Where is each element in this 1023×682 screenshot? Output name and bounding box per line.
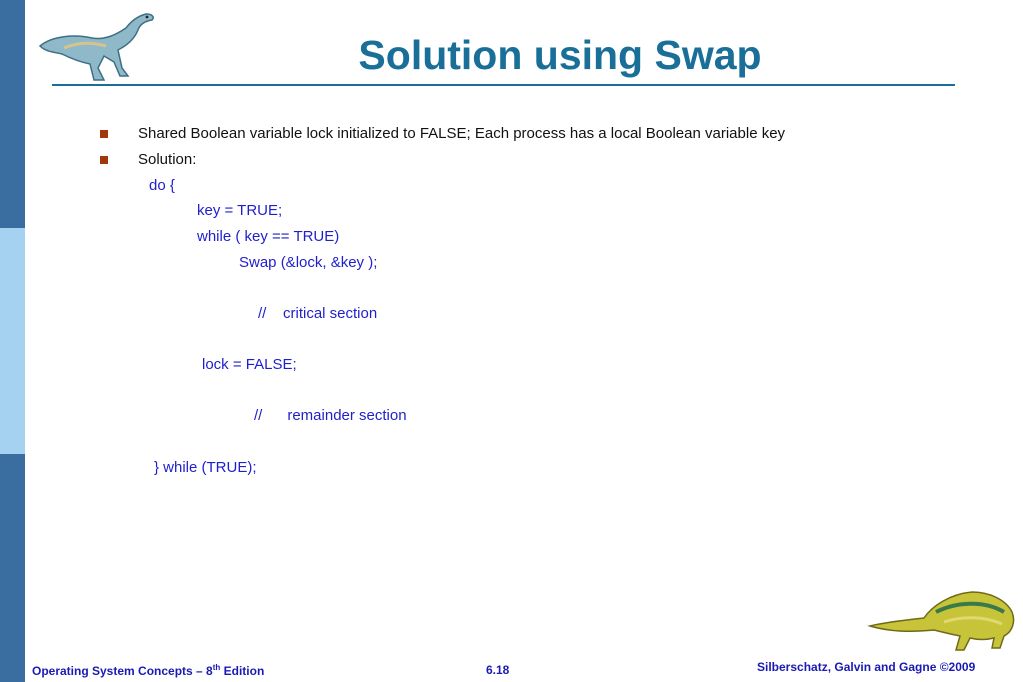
side-bar-middle	[0, 228, 25, 454]
square-bullet-icon	[100, 156, 108, 164]
square-bullet-icon	[100, 130, 108, 138]
slide-number: 6.18	[486, 663, 510, 677]
footer-superscript: th	[212, 663, 221, 672]
code-line: do {	[149, 177, 175, 194]
code-line: } while (TRUE);	[154, 459, 257, 476]
code-line: // remainder section	[254, 407, 407, 424]
slide-title: Solution using Swap	[358, 32, 762, 78]
code-line: // critical section	[258, 305, 378, 322]
code-line: key = TRUE;	[197, 202, 283, 219]
bullet-list	[100, 124, 980, 176]
code-line: while ( key == TRUE)	[197, 228, 340, 245]
bullet-item	[100, 124, 980, 150]
bullet-item	[100, 150, 980, 176]
code-line: Swap (&lock, &key );	[239, 254, 378, 271]
footer-book-title-text: Operating System Concepts – 8	[32, 664, 213, 678]
dinosaur-icon	[34, 6, 158, 84]
footer-authors: Silberschatz, Galvin and Gagne ©2009	[757, 660, 976, 674]
bullet-text: Shared Boolean variable lock initialized to FALSE; Each process has a local Boolean variable key	[138, 125, 786, 142]
footer-book-title	[32, 663, 264, 678]
side-bar	[0, 0, 25, 682]
side-bar-top	[0, 0, 25, 228]
dinosaur-icon	[866, 582, 1018, 654]
bullet-text: Solution:	[138, 151, 197, 168]
code-line: lock = FALSE;	[202, 356, 297, 373]
title-divider	[52, 84, 955, 86]
footer-edition-text: Edition	[220, 664, 265, 678]
side-bar-bottom	[0, 454, 25, 682]
